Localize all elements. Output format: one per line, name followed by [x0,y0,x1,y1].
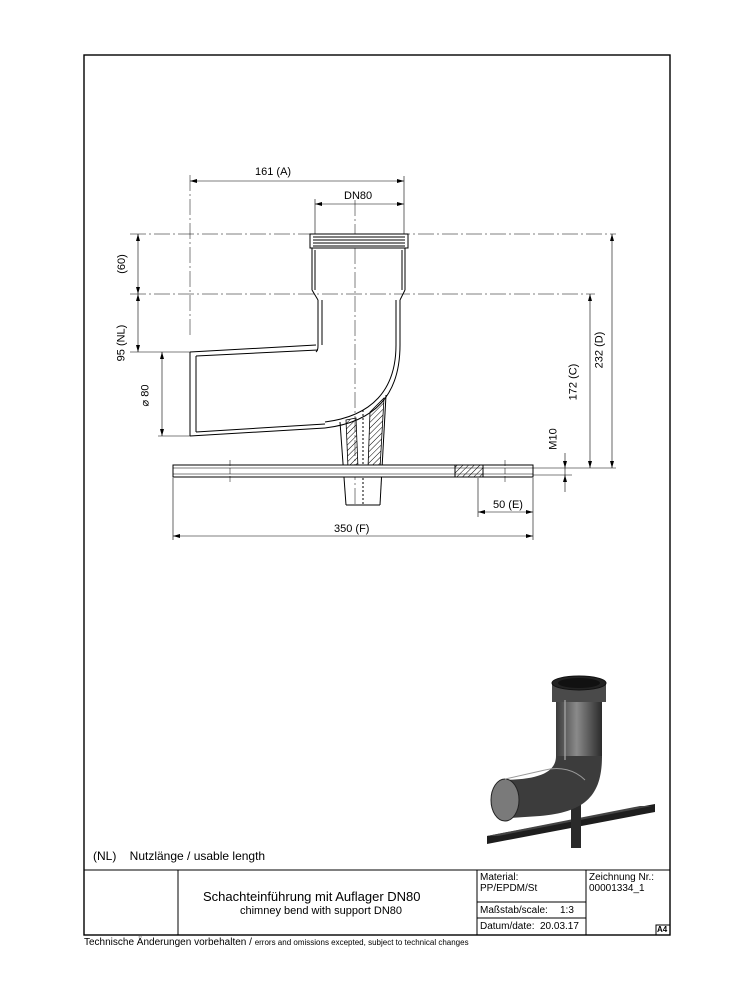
material-label: Material: [480,872,519,883]
date-value: 20.03.17 [540,921,579,932]
footer-note-en: errors and omissions excepted, subject to technical changes [254,938,469,947]
scale-label: Maßstab/scale: [480,905,548,916]
dim-dn-label: DN80 [344,190,373,202]
dim-a-label: 161 (A) [255,166,292,178]
material-value: PP/EPDM/St [480,883,538,894]
dim-m10-label: M10 [547,428,560,450]
drawing-number-value: 00001334_1 [589,883,645,894]
paper-size: A4 [657,925,668,934]
dim-f-label: 350 (F) [334,523,370,535]
title-english: chimney bend with support DN80 [240,905,403,917]
footer-note [84,937,469,948]
footer-note-de: Technische Änderungen vorbehalten / [84,937,252,948]
dimension-lines [130,176,616,540]
dim-e-label: 50 (E) [493,499,523,511]
product-render [487,676,655,848]
dim-c-label: 172 (C) [567,363,580,401]
legend-usable-length: (NL) Nutzlänge / usable length [93,849,266,863]
dim-b-label: (60) [115,254,128,274]
title-german: Schachteinführung mit Auflager DN80 [203,889,421,904]
dimension-arrows [136,179,614,538]
dim-nl-label: 95 (NL) [115,324,128,362]
drawing-number-label: Zeichnung Nr.: [589,872,655,883]
date-label: Datum/date: [480,921,535,932]
scale-value: 1:3 [560,905,574,916]
dim-d-label: 232 (D) [593,331,606,369]
dim-diameter-label: ⌀ 80 [139,384,152,407]
